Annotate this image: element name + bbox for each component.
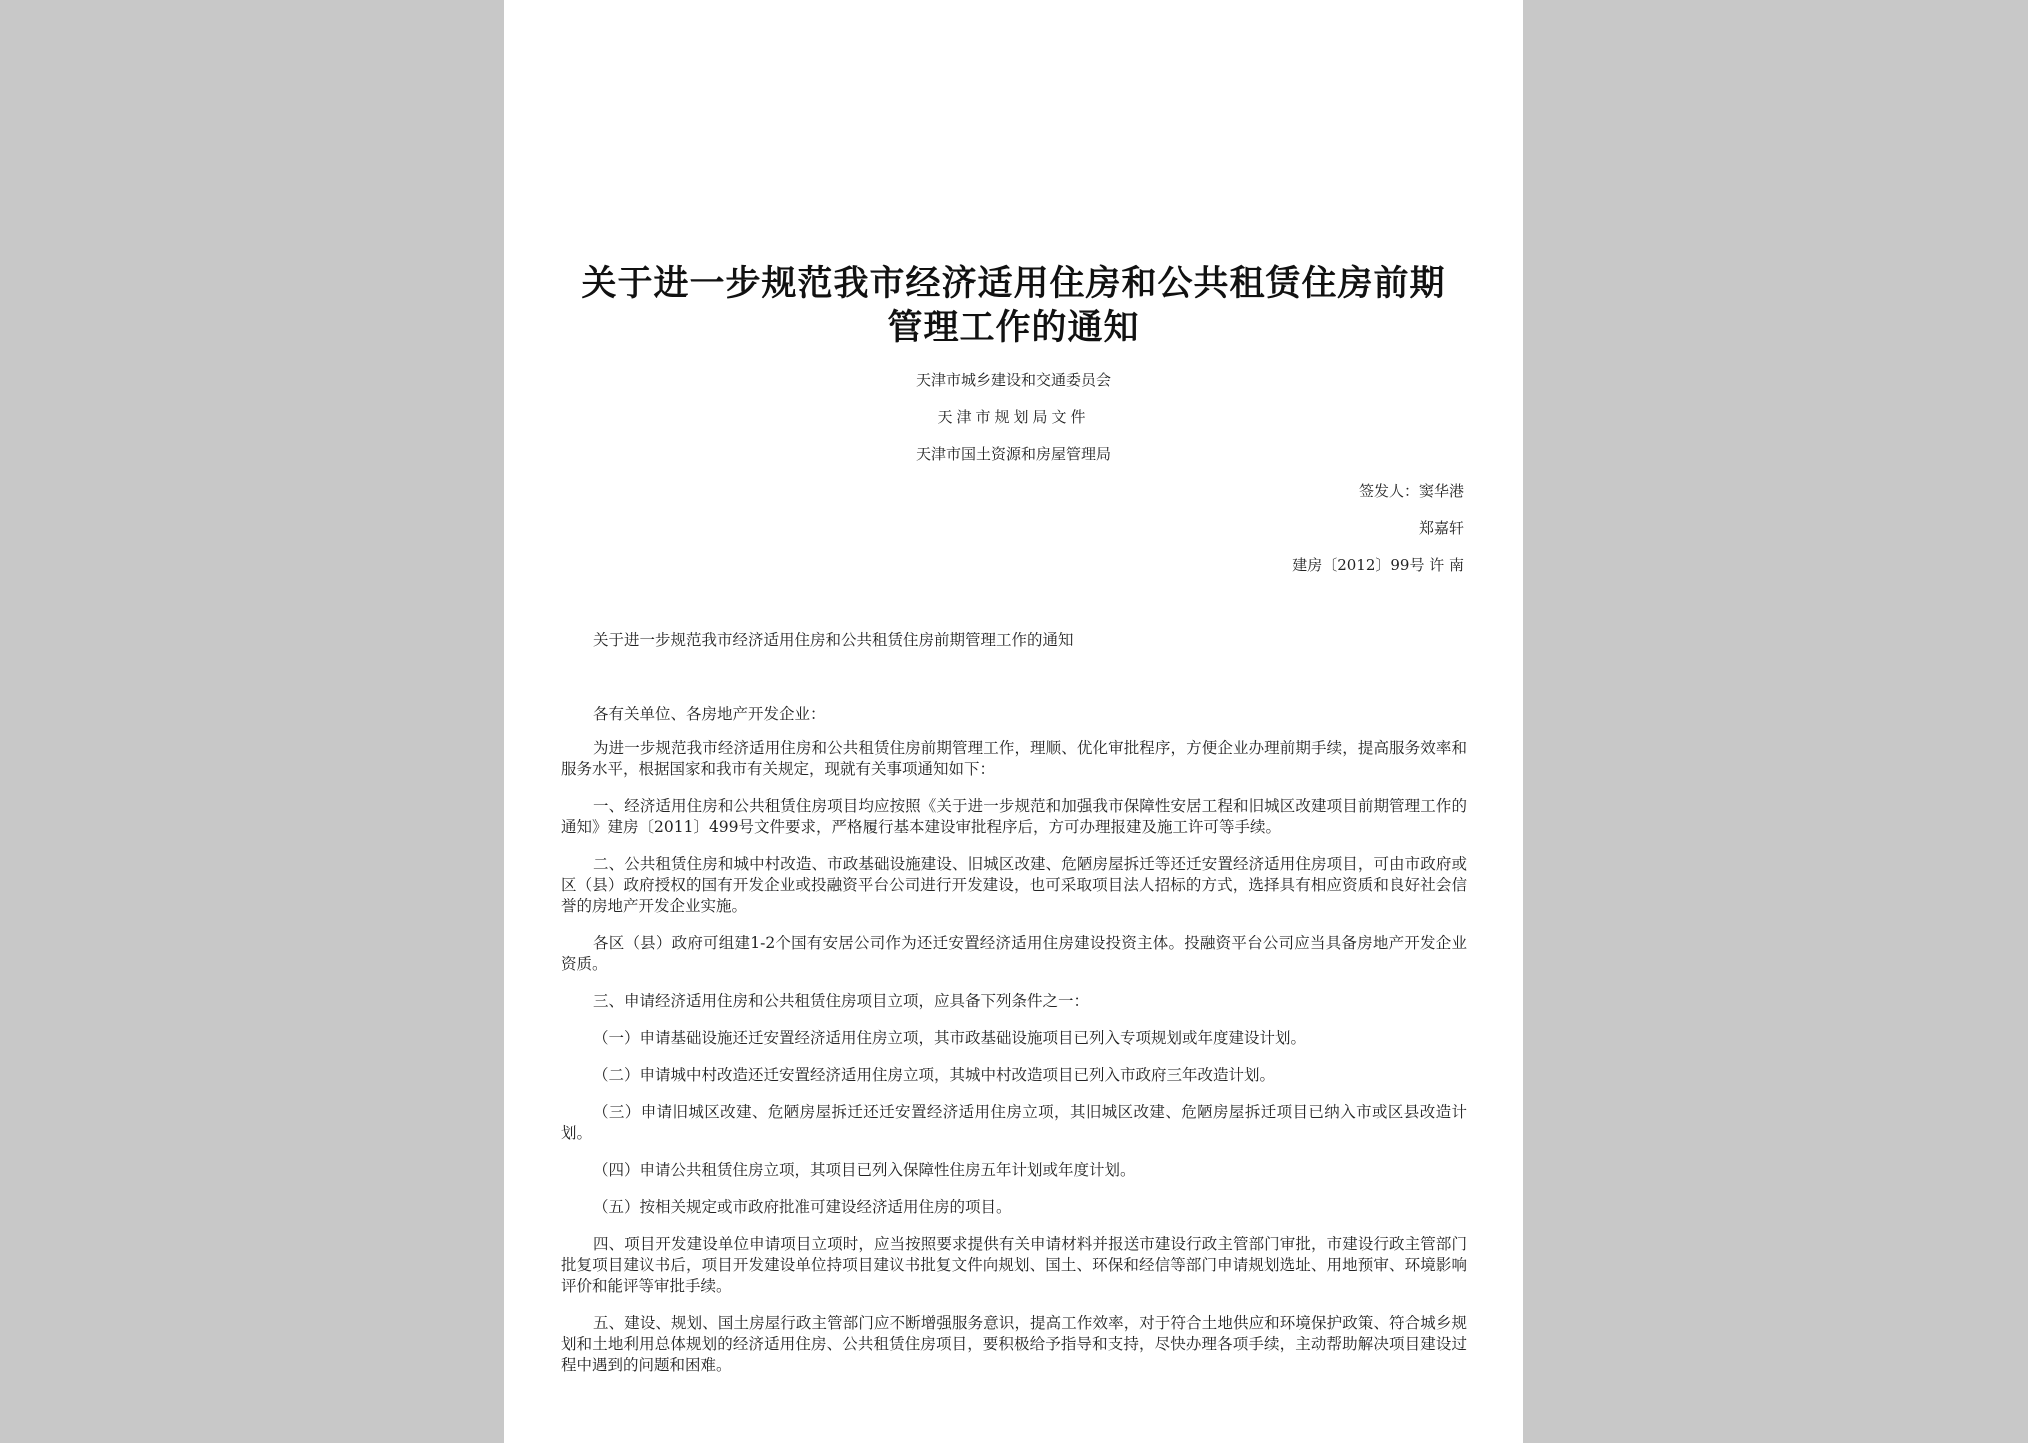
paragraph: 三、申请经济适用住房和公共租赁住房项目立项，应具备下列条件之一： xyxy=(593,992,1090,1010)
document-body xyxy=(561,738,1467,1392)
paragraph: （五）按相关规定或市政府批准可建设经济适用住房的项目。 xyxy=(593,1198,1012,1216)
title-line-1: 关于进一步规范我市经济适用住房和公共租赁住房前期 xyxy=(581,263,1446,304)
signer-2: 郑嘉轩 xyxy=(1418,519,1464,537)
document-page xyxy=(504,0,1523,1443)
document-subject: 关于进一步规范我市经济适用住房和公共租赁住房前期管理工作的通知 xyxy=(593,631,1074,649)
issuer-2: 天津市规划局文件 xyxy=(937,408,1090,426)
paragraph: 各区（县）政府可组建1-2个国有安居公司作为还迁安置经济适用住房建设投资主体。投融资平台公司应当具备房地产开发企业资质。 xyxy=(561,934,1467,973)
paragraph: 一、经济适用住房和公共租赁住房项目均应按照《关于进一步规范和加强我市保障性安居工程和旧城区改建项目前期管理工作的通知》建房〔2011〕499号文件要求，严格履行基本建设审批程序后，方可办理报建及施工许可等手续。 xyxy=(561,797,1467,836)
paragraph: （四）申请公共租赁住房立项，其项目已列入保障性住房五年计划或年度计划。 xyxy=(593,1161,1136,1179)
salutation: 各有关单位、各房地产开发企业： xyxy=(593,705,826,723)
document-title xyxy=(544,262,1483,350)
document-number: 建房〔2012〕99号 许 南 xyxy=(1292,556,1464,574)
paragraph: 四、项目开发建设单位申请项目立项时，应当按照要求提供有关申请材料并报送市建设行政主管部门审批，市建设行政主管部门批复项目建议书后，项目开发建设单位持项目建议书批复文件向规划、国土、环保和经信等部门申请规划选址、用地预审、环境影响评价和能评等审批手续。 xyxy=(561,1235,1467,1295)
issuer-1: 天津市城乡建设和交通委员会 xyxy=(915,371,1111,389)
paragraph: （二）申请城中村改造还迁安置经济适用住房立项，其城中村改造项目已列入市政府三年改造计划。 xyxy=(593,1066,1276,1084)
paragraph: （一）申请基础设施还迁安置经济适用住房立项，其市政基础设施项目已列入专项规划或年度建设计划。 xyxy=(593,1029,1307,1047)
paragraph: 二、公共租赁住房和城中村改造、市政基础设施建设、旧城区改建、危陋房屋拆迁等还迁安置经济适用住房项目，可由市政府或区（县）政府授权的国有开发企业或投融资平台公司进行开发建设，也可采取项目法人招标的方式，选择具有相应资质和良好社会信誉的房地产开发企业实施。 xyxy=(561,855,1467,915)
paragraph: 五、建设、规划、国土房屋行政主管部门应不断增强服务意识，提高工作效率，对于符合土地供应和环境保护政策、符合城乡规划和土地利用总体规划的经济适用住房、公共租赁住房项目，要积极给予指导和支持，尽快办理各项手续，主动帮助解决项目建设过程中遇到的问题和困难。 xyxy=(561,1314,1467,1374)
signer: 签发人：窦华港 xyxy=(1358,482,1464,500)
paragraph: （三）申请旧城区改建、危陋房屋拆迁还迁安置经济适用住房立项，其旧城区改建、危陋房屋拆迁项目已纳入市或区县改造计划。 xyxy=(561,1103,1467,1142)
title-line-2: 管理工作的通知 xyxy=(887,307,1140,348)
issuer-3: 天津市国土资源和房屋管理局 xyxy=(915,445,1111,463)
paragraph: 为进一步规范我市经济适用住房和公共租赁住房前期管理工作，理顺、优化审批程序，方便企业办理前期手续，提高服务效率和服务水平，根据国家和我市有关规定，现就有关事项通知如下： xyxy=(561,739,1467,778)
